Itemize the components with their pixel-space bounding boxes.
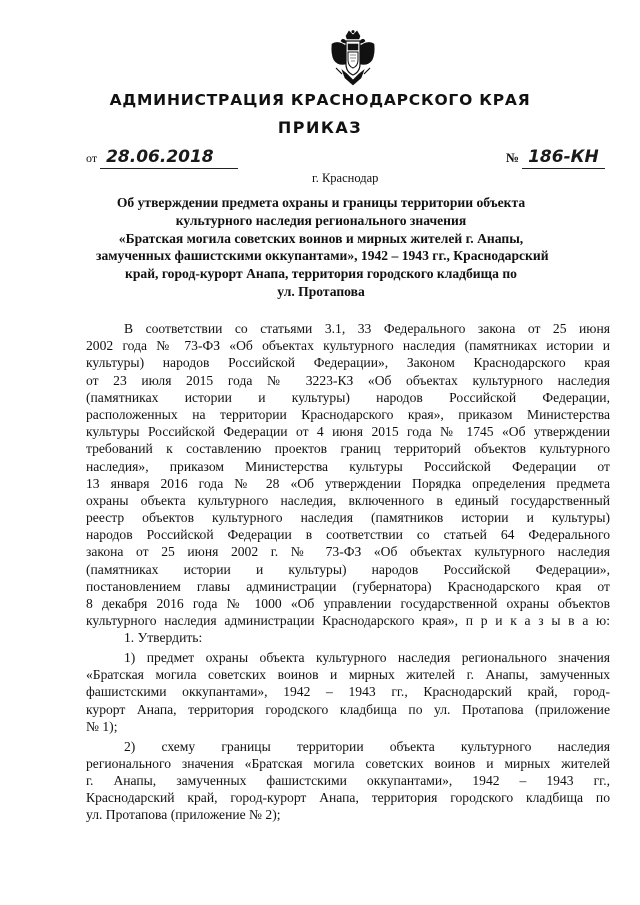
- body-line: ул. Протапова (приложение № 2);: [86, 807, 281, 823]
- body-line: народов Российской Федерации в соответствии со статьей 64 Федерального: [86, 527, 610, 543]
- body-line: культуры Российской Федерации от 4 июня 2015 года № 1745 «Об утверждении: [86, 424, 610, 440]
- document-type: ПРИКАЗ: [277, 118, 363, 137]
- date-value: 28.06.2018: [100, 147, 238, 169]
- preamble-paragraph: [86, 320, 610, 629]
- body-line: (памятниках истории и культуры) народов Российской Федерации»,: [86, 561, 610, 577]
- document-title: [96, 194, 549, 301]
- body-line: В соответствии со статьями 3.1, 33 Федерального закона от 25 июня: [124, 321, 610, 336]
- number-value: 186-КН: [522, 147, 605, 169]
- item-1-paragraph: [86, 649, 610, 735]
- item-2-paragraph: [86, 738, 610, 824]
- body-line: (памятниках истории и культуры) народов Российской Федерации,: [86, 389, 610, 405]
- body-line: г. Анапы, замученных фашистскими оккупантами», 1942 – 1943 гг.,: [86, 772, 610, 788]
- title-line: «Братская могила советских воинов и мирных жителей г. Анапы,: [118, 230, 524, 246]
- body-line: «Братская могила советских воинов и мирных жителей г. Анапы, замученных: [86, 667, 610, 683]
- body-line: культуры) народов Российской Федерации», Законом Краснодарского края: [86, 355, 610, 371]
- document-body: [86, 320, 610, 823]
- body-line: 8 декабря 2016 года № 1000 «Об управлении государственной охраны объектов: [86, 596, 610, 611]
- coat-of-arms-icon: [328, 30, 378, 88]
- date-field: [86, 147, 238, 169]
- body-line: курорт Анапа, территория городского кладбища по ул. Протапова (приложение: [86, 701, 610, 717]
- body-line: охраны объекта культурного наследия, включенного в единый государственный: [86, 492, 610, 508]
- body-line: 2002 года № 73-ФЗ «Об объектах культурного наследия (памятниках истории и: [86, 338, 610, 354]
- body-line: от 23 июля 2015 года № 3223-КЗ «Об объектах культурного наследия: [86, 372, 610, 388]
- body-line: 1) предмет охраны объекта культурного наследия регионального значения: [124, 650, 610, 666]
- body-line: регионального значения «Братская могила советских воинов и мирных жителей: [86, 755, 610, 771]
- approve-clause: 1. Утвердить:: [124, 630, 203, 646]
- title-line: замученных фашистскими оккупантами», 1942 – 1943 гг., Краснодарский: [96, 248, 549, 264]
- body-line: Краснодарский край, город-курорт Анапа, территория городского кладбища по: [86, 790, 610, 806]
- number-field: [506, 147, 605, 169]
- title-line: Об утверждении предмета охраны и границы территории объекта: [116, 195, 526, 210]
- body-line: фашистскими оккупантами», 1942 – 1943 гг., Краснодарский край, город-: [86, 684, 610, 700]
- city: г. Краснодар: [312, 171, 379, 185]
- body-line: 13 января 2016 года № 28 «Об утверждении Порядка определения предмета: [86, 475, 610, 491]
- body-line: закона от 25 июня 2002 г. № 73-ФЗ «Об объектах культурного наследия: [86, 544, 610, 560]
- body-line: № 1);: [86, 718, 118, 734]
- body-line: расположенных на территории Краснодарского края», приказом Министерства: [86, 406, 610, 422]
- title-line: ул. Протапова: [277, 283, 365, 299]
- issuing-authority: АДМИНИСТРАЦИЯ КРАСНОДАРСКОГО КРАЯ: [109, 91, 531, 109]
- date-prefix: от: [86, 151, 98, 165]
- body-line: реестр объектов культурного наследия (памятников истории и культуры): [86, 510, 610, 526]
- body-line: наследия», приказом Министерства культуры Российской Федерации от: [86, 458, 610, 474]
- title-line: культурного наследия регионального значения: [175, 212, 467, 228]
- title-line: край, город-курорт Анапа, территория городского кладбища по: [125, 266, 517, 282]
- number-prefix: №: [506, 150, 520, 165]
- body-line: 2) схему границы территории объекта культурного наследия: [124, 738, 610, 754]
- body-line: постановлением главы администрации (губернатора) Краснодарского края от: [86, 578, 610, 594]
- body-line: требований к составлению проектов границ территорий объектов культурного: [86, 441, 610, 457]
- body-line: культурного наследия администрации Краснодарского края», п р и к а з ы в а ю:: [86, 613, 610, 629]
